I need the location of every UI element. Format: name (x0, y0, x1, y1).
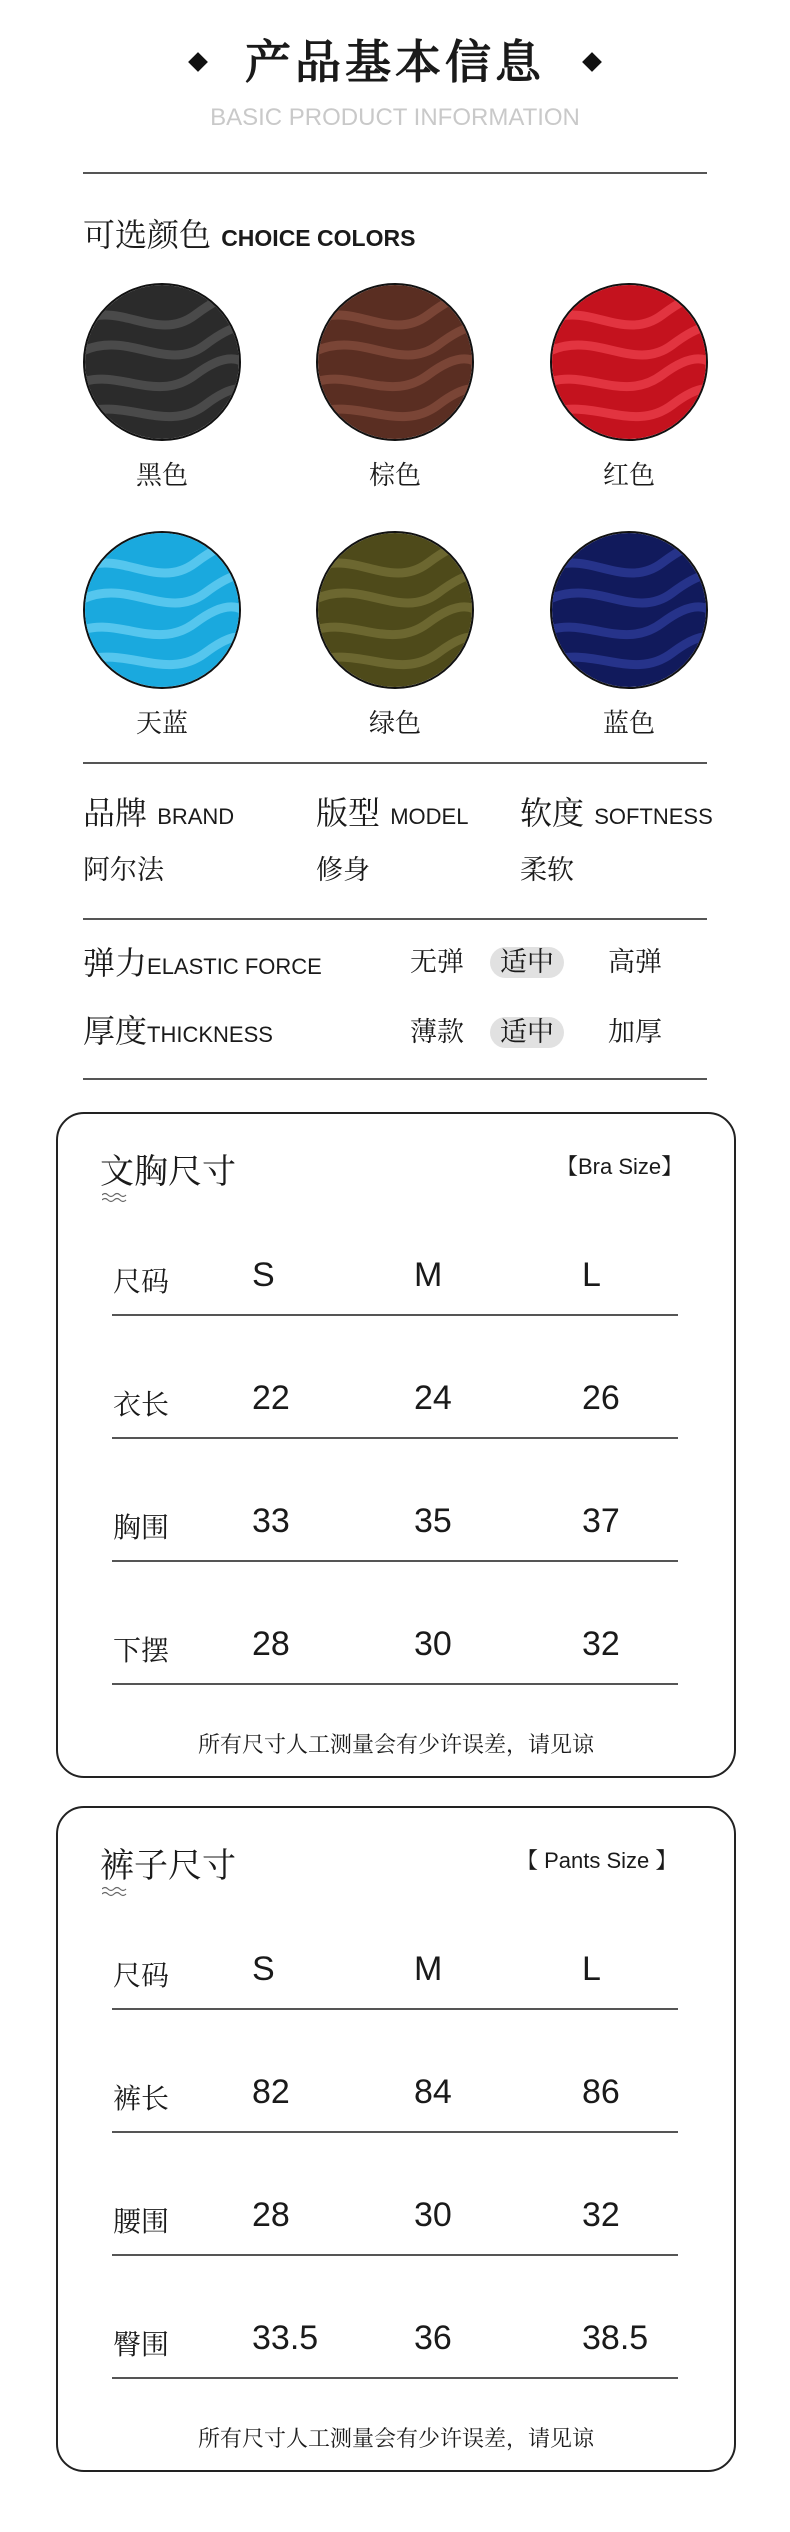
table-cell: 臀围 (113, 2328, 170, 2361)
color-swatch[interactable] (83, 531, 241, 689)
brand-key-en: BRAND (157, 804, 235, 829)
table-row-divider (112, 1560, 678, 1562)
table-cell: 28 (252, 2196, 290, 2234)
colors-heading (83, 210, 415, 256)
table-cell: 33.5 (252, 2319, 319, 2357)
color-swatch[interactable] (550, 283, 708, 441)
thickness-key-en: THICKNESS (147, 1022, 273, 1047)
softness-key-cn: 软度 (520, 794, 585, 832)
thickness-key (83, 1006, 273, 1052)
table-cell: 82 (252, 2073, 290, 2111)
color-swatch-label: 绿色 (368, 709, 421, 739)
table-cell: 32 (582, 2196, 620, 2234)
brand-key (83, 788, 234, 834)
wave-icon (102, 1886, 128, 1898)
table-row-divider (112, 2131, 678, 2133)
pants-size-title: 裤子尺寸 (100, 1846, 236, 1886)
color-swatch-label: 蓝色 (602, 709, 655, 739)
model-key-cn: 版型 (316, 794, 381, 832)
color-swatch[interactable] (316, 531, 474, 689)
elastic-option-label: 适中 (490, 947, 564, 978)
elastic-option-label: 高弹 (608, 947, 662, 978)
table-header-cell: S (252, 1256, 275, 1294)
elastic-option (598, 940, 672, 979)
page-title (0, 26, 790, 92)
table-header-cell: 尺码 (113, 1265, 170, 1298)
color-swatch-label: 天蓝 (135, 709, 188, 739)
color-swatch-label: 棕色 (368, 461, 421, 491)
table-cell: 35 (414, 1502, 452, 1540)
page-subtitle: BASIC PRODUCT INFORMATION (210, 104, 580, 131)
table-header-cell: M (414, 1950, 443, 1988)
table-cell: 28 (252, 1625, 290, 1663)
divider (83, 172, 707, 174)
color-swatch-label: 黑色 (135, 461, 188, 491)
color-swatch-label: 红色 (602, 461, 655, 491)
zebra-pattern (552, 285, 706, 439)
table-cell: 38.5 (582, 2319, 649, 2357)
table-cell: 衣长 (113, 1388, 170, 1421)
softness-key-en: SOFTNESS (594, 804, 713, 829)
thickness-option (490, 1010, 564, 1049)
bra-size-card (56, 1112, 736, 1778)
color-swatch[interactable] (550, 531, 708, 689)
table-cell: 30 (414, 1625, 452, 1663)
softness-value: 柔软 (520, 855, 574, 886)
model-key (316, 788, 468, 834)
table-cell: 24 (414, 1379, 452, 1417)
thickness-option (598, 1010, 672, 1049)
wave-icon (102, 1192, 128, 1204)
colors-heading-cn: 可选颜色 (83, 216, 212, 254)
table-row-divider (112, 1314, 678, 1316)
table-cell: 36 (414, 2319, 452, 2357)
elastic-key-cn: 弹力 (83, 944, 148, 982)
brand-key-cn: 品牌 (83, 794, 148, 832)
table-row-divider (112, 1437, 678, 1439)
table-row-divider (112, 2254, 678, 2256)
table-header-cell: L (582, 1950, 601, 1988)
model-key-en: MODEL (390, 804, 469, 829)
table-cell: 腰围 (113, 2205, 170, 2238)
thickness-key-cn: 厚度 (83, 1012, 148, 1050)
table-cell: 86 (582, 2073, 620, 2111)
table-cell: 26 (582, 1379, 620, 1417)
table-row-divider (112, 1683, 678, 1685)
zebra-pattern (318, 285, 472, 439)
table-row-divider (112, 2377, 678, 2379)
table-cell: 33 (252, 1502, 290, 1540)
pants-size-card (56, 1806, 736, 2472)
thickness-option-label: 薄款 (410, 1017, 464, 1048)
pants-size-note: 所有尺寸人工测量会有少许误差，请见谅 (197, 2427, 594, 2452)
page-title-text: 产品基本信息 (245, 35, 545, 89)
diamond-right-icon (582, 52, 602, 72)
diamond-left-icon (188, 52, 208, 72)
softness-key (520, 788, 713, 834)
table-header-cell: S (252, 1950, 275, 1988)
colors-heading-en: CHOICE COLORS (221, 225, 416, 251)
bra-size-note: 所有尺寸人工测量会有少许误差，请见谅 (197, 1733, 594, 1758)
divider (83, 918, 707, 920)
model-value: 修身 (316, 855, 370, 886)
color-swatch[interactable] (83, 283, 241, 441)
bra-size-title: 文胸尺寸 (100, 1152, 236, 1192)
zebra-pattern (552, 533, 706, 687)
elastic-option-label: 无弹 (410, 947, 464, 978)
table-cell: 37 (582, 1502, 620, 1540)
table-cell: 22 (252, 1379, 290, 1417)
table-cell: 胸围 (113, 1511, 170, 1544)
table-cell: 32 (582, 1625, 620, 1663)
zebra-pattern (318, 533, 472, 687)
thickness-option-label: 适中 (490, 1017, 564, 1048)
table-row-divider (112, 2008, 678, 2010)
table-cell: 裤长 (113, 2082, 170, 2115)
elastic-key-en: ELASTIC FORCE (147, 954, 322, 979)
table-header-cell: 尺码 (113, 1959, 170, 1992)
color-swatch[interactable] (316, 283, 474, 441)
table-cell: 下摆 (113, 1634, 170, 1667)
elastic-option (400, 940, 474, 979)
table-header-cell: L (582, 1256, 601, 1294)
pants-size-tag: 【 Pants Size 】 (516, 1848, 678, 1873)
table-header-cell: M (414, 1256, 443, 1294)
bra-size-tag: 【Bra Size】 (556, 1154, 684, 1179)
elastic-key (83, 938, 322, 984)
thickness-option (400, 1010, 474, 1049)
thickness-option-label: 加厚 (608, 1017, 662, 1048)
divider (83, 1078, 707, 1080)
table-cell: 84 (414, 2073, 452, 2111)
brand-value: 阿尔法 (83, 855, 164, 886)
table-cell: 30 (414, 2196, 452, 2234)
elastic-option (490, 940, 564, 979)
zebra-pattern (85, 285, 239, 439)
divider (83, 762, 707, 764)
zebra-pattern (85, 533, 239, 687)
